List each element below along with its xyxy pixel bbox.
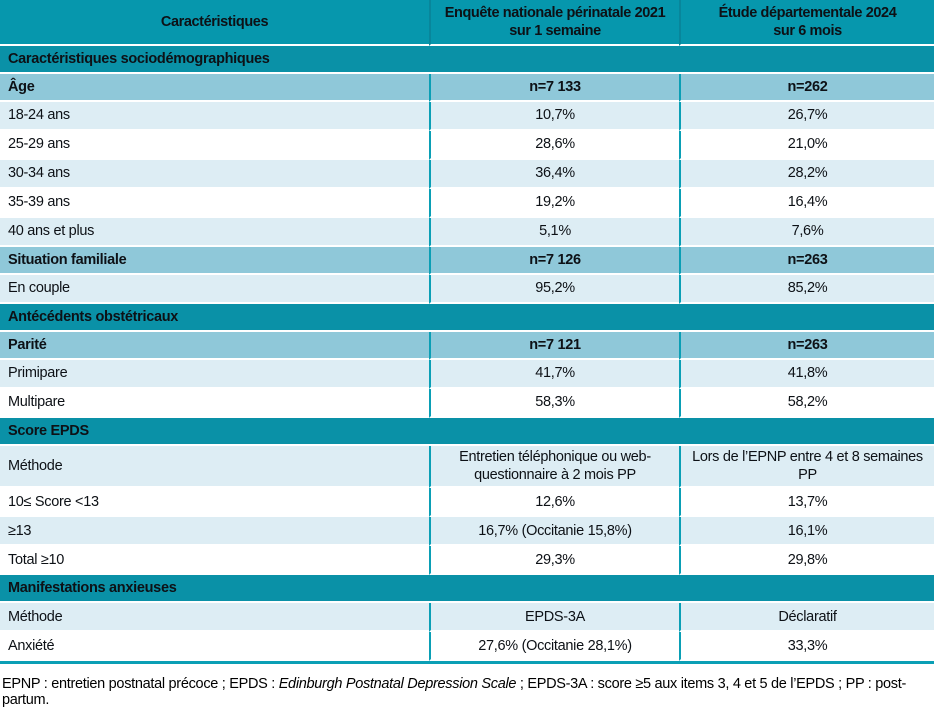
row-value: 58,3% — [429, 389, 679, 418]
row-label: 10≤ Score <13 — [0, 488, 429, 517]
row-value: 85,2% — [679, 275, 934, 304]
table-row — [0, 332, 934, 360]
row-value: EPDS-3A — [429, 603, 679, 632]
row-value: 27,6% (Occitanie 28,1%) — [429, 632, 679, 661]
column-header-etude-departementale-2024: Étude départementale 2024 sur 6 mois — [679, 0, 934, 46]
table-row — [0, 446, 934, 488]
row-label: 18-24 ans — [0, 102, 429, 131]
column-header-enquete-nationale-2021: Enquête nationale périnatale 2021 sur 1 semaine — [429, 0, 679, 46]
table-row — [0, 360, 934, 389]
row-label: Méthode — [0, 446, 429, 488]
section-label: Caractéristiques sociodémographiques — [0, 46, 934, 74]
column-header-caracteristiques: Caractéristiques — [0, 0, 429, 46]
footnote-text-2: ; EPDS-3A : score ≥5 aux items 3, 4 et 5 de l’EPDS ; PP : post-partum. — [2, 676, 906, 708]
row-label: Multipare — [0, 389, 429, 418]
row-value: 33,3% — [679, 632, 934, 661]
row-value: 10,7% — [429, 102, 679, 131]
row-label: 35-39 ans — [0, 189, 429, 218]
section-label: Score EPDS — [0, 418, 934, 446]
footnote-text-1: EPNP : entretien postnatal précoce ; EPDS : — [2, 676, 279, 693]
row-value: 29,3% — [429, 546, 679, 575]
row-label: Méthode — [0, 603, 429, 632]
table-row — [0, 517, 934, 546]
row-value: n=263 — [679, 247, 934, 275]
row-value: 13,7% — [679, 488, 934, 517]
table-row — [0, 131, 934, 160]
footnote — [2, 676, 934, 708]
row-label: Âge — [0, 74, 429, 102]
row-value: 28,6% — [429, 131, 679, 160]
row-label: 30-34 ans — [0, 160, 429, 189]
row-value: n=263 — [679, 332, 934, 360]
row-value: 41,7% — [429, 360, 679, 389]
row-label: Primipare — [0, 360, 429, 389]
row-value: 19,2% — [429, 189, 679, 218]
table-row — [0, 74, 934, 102]
row-value: Déclaratif — [679, 603, 934, 632]
row-value: n=7 133 — [429, 74, 679, 102]
section-label: Antécédents obstétricaux — [0, 304, 934, 332]
row-value: 16,4% — [679, 189, 934, 218]
row-value: 58,2% — [679, 389, 934, 418]
table-row — [0, 218, 934, 247]
row-value: 41,8% — [679, 360, 934, 389]
row-value: n=7 126 — [429, 247, 679, 275]
row-label: 40 ans et plus — [0, 218, 429, 247]
row-value: 16,1% — [679, 517, 934, 546]
section-row — [0, 304, 934, 332]
row-label: Anxiété — [0, 632, 429, 661]
row-label: Parité — [0, 332, 429, 360]
table-row — [0, 488, 934, 517]
row-value: 16,7% (Occitanie 15,8%) — [429, 517, 679, 546]
row-value: 29,8% — [679, 546, 934, 575]
row-value: Entretien téléphonique ou web- questionnaire à 2 mois PP — [429, 446, 679, 488]
table-row — [0, 247, 934, 275]
table-row — [0, 632, 934, 661]
table-row — [0, 603, 934, 632]
row-value: Lors de l’EPNP entre 4 et 8 semaines PP — [679, 446, 934, 488]
table-body — [0, 46, 934, 661]
row-label: ≥13 — [0, 517, 429, 546]
table-row — [0, 389, 934, 418]
row-value: 12,6% — [429, 488, 679, 517]
table-row — [0, 546, 934, 575]
section-row — [0, 418, 934, 446]
row-value: 26,7% — [679, 102, 934, 131]
section-row — [0, 575, 934, 603]
row-value: 36,4% — [429, 160, 679, 189]
row-value: 95,2% — [429, 275, 679, 304]
table-row — [0, 189, 934, 218]
section-label: Manifestations anxieuses — [0, 575, 934, 603]
row-value: 28,2% — [679, 160, 934, 189]
row-label: En couple — [0, 275, 429, 304]
header-row — [0, 0, 934, 46]
row-value: n=7 121 — [429, 332, 679, 360]
row-value: n=262 — [679, 74, 934, 102]
table-row — [0, 160, 934, 189]
row-value: 5,1% — [429, 218, 679, 247]
footnote-text-italic: Edinburgh Postnatal Depression Scale — [278, 676, 517, 693]
row-value: 21,0% — [679, 131, 934, 160]
row-label: Total ≥10 — [0, 546, 429, 575]
row-label: 25-29 ans — [0, 131, 429, 160]
table-row — [0, 275, 934, 304]
table-row — [0, 102, 934, 131]
row-label: Situation familiale — [0, 247, 429, 275]
row-value: 7,6% — [679, 218, 934, 247]
section-row — [0, 46, 934, 74]
